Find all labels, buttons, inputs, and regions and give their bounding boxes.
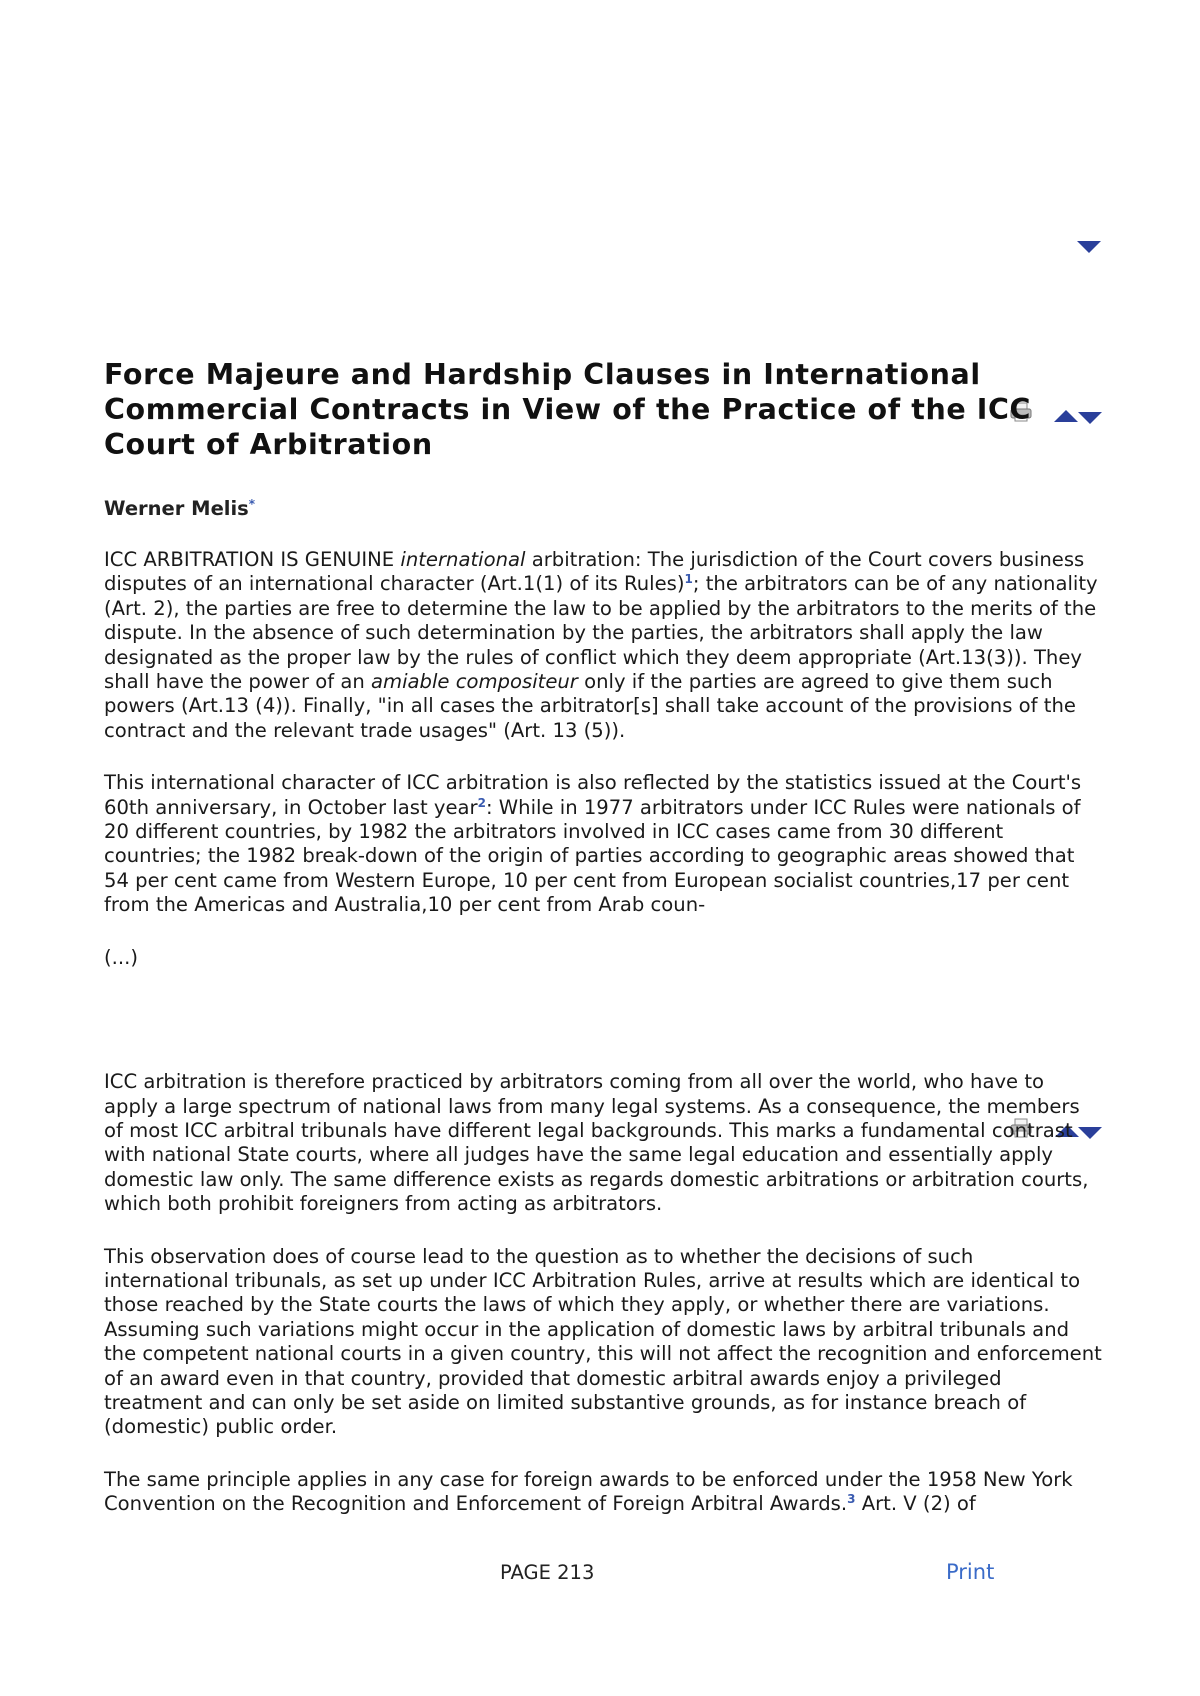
paragraph-1: ICC ARBITRATION IS GENUINE international arbitration: The jurisdiction of the Court covers business disputes of an international character (Art.1(1) of its Rules)$^1$; the arbitrators can be of any nationality (Art. 2), the parties are free to determine the law to be applied by the arbitrators to the merits of the dispute. In the absence of such determination by the parties, the arbitrators shall apply the law designated as the proper law by the rules of conflict which they deem appropriate (Art.13(3)). They shall have the power of an amiable compositeur only if the parties are agreed to give them such powers (Art.13 (4)). Finally, "in all cases the arbitrator[s] shall take account of the provisions of the contract and the relevant trade usages" (Art. 13 (5)). — [104, 548, 1098, 742]
paragraph-2: This international character of ICC arbitration is also reflected by the statistics issued at the Court's 60th anniversary, in October last year$^2$: While in 1977 arbitrators under ICC Rules were nationals of 20 different countries, by 1982 the arbitrators involved in ICC cases came from 30 different countries; the 1982 break-down of the origin of parties according to geographic areas showed that 54 per cent came from Western Europe, 10 per cent from European socialist countries,17 per cent from the Americas and Australia,10 per cent from Arab coun- — [104, 771, 1082, 917]
chevron-down-icon[interactable] — [1077, 241, 1101, 253]
paragraph-5: The same principle applies in any case for foreign awards to be enforced under the 1958 New York Convention on the Recognition and Enforcement of Foreign Arbitral Awards.$^3$ Art. V (2) of — [104, 1467, 1073, 1516]
footnote-link-3[interactable]: 3 — [847, 1492, 856, 1507]
footnote-link-2[interactable]: 2 — [477, 795, 486, 810]
footnote-link-1[interactable]: 1 — [684, 572, 693, 587]
paragraph-3: ICC arbitration is therefore practiced by arbitrators coming from all over the world, who have to apply a large spectrum of national laws from many legal systems. As a consequence, the members of most ICC arbitral tribunals have different legal backgrounds. This marks a fundamental contrast with national State courts, where all judges have the same legal education and essentially apply domestic law only. The same difference exists as regards domestic arbitrations or arbitration courts, which both prohibit foreigners from acting as arbitrators. — [104, 1070, 1089, 1216]
page-number: PAGE 213 — [500, 1561, 595, 1584]
omission-marker: (...) — [104, 945, 138, 969]
article — [104, 357, 1104, 1545]
author-name: Werner Melis — [104, 497, 249, 520]
print-link[interactable]: Print — [946, 1560, 995, 1584]
article-title: Force Majeure and Hardship Clauses in International Commercial Contracts in View of the Practice of the ICC Court of Arbitration — [104, 358, 1032, 461]
author-footnote-link[interactable]: * — [248, 497, 256, 511]
author — [104, 496, 1104, 522]
paragraph-4: This observation does of course lead to the question as to whether the decisions of such international tribunals, as set up under ICC Arbitration Rules, arrive at results which are identical to those reached by the State courts the laws of which they apply, or whether there are variations. Assuming such variations might occur in the application of domestic laws by arbitral tribunals and the competent national courts in a given country, this will not affect the recognition and enforcement of an award even in that country, provided that domestic arbitral awards enjoy a privileged treatment and can only be set aside on limited substantive grounds, as for instance breach of (domestic) public order. — [104, 1244, 1102, 1439]
